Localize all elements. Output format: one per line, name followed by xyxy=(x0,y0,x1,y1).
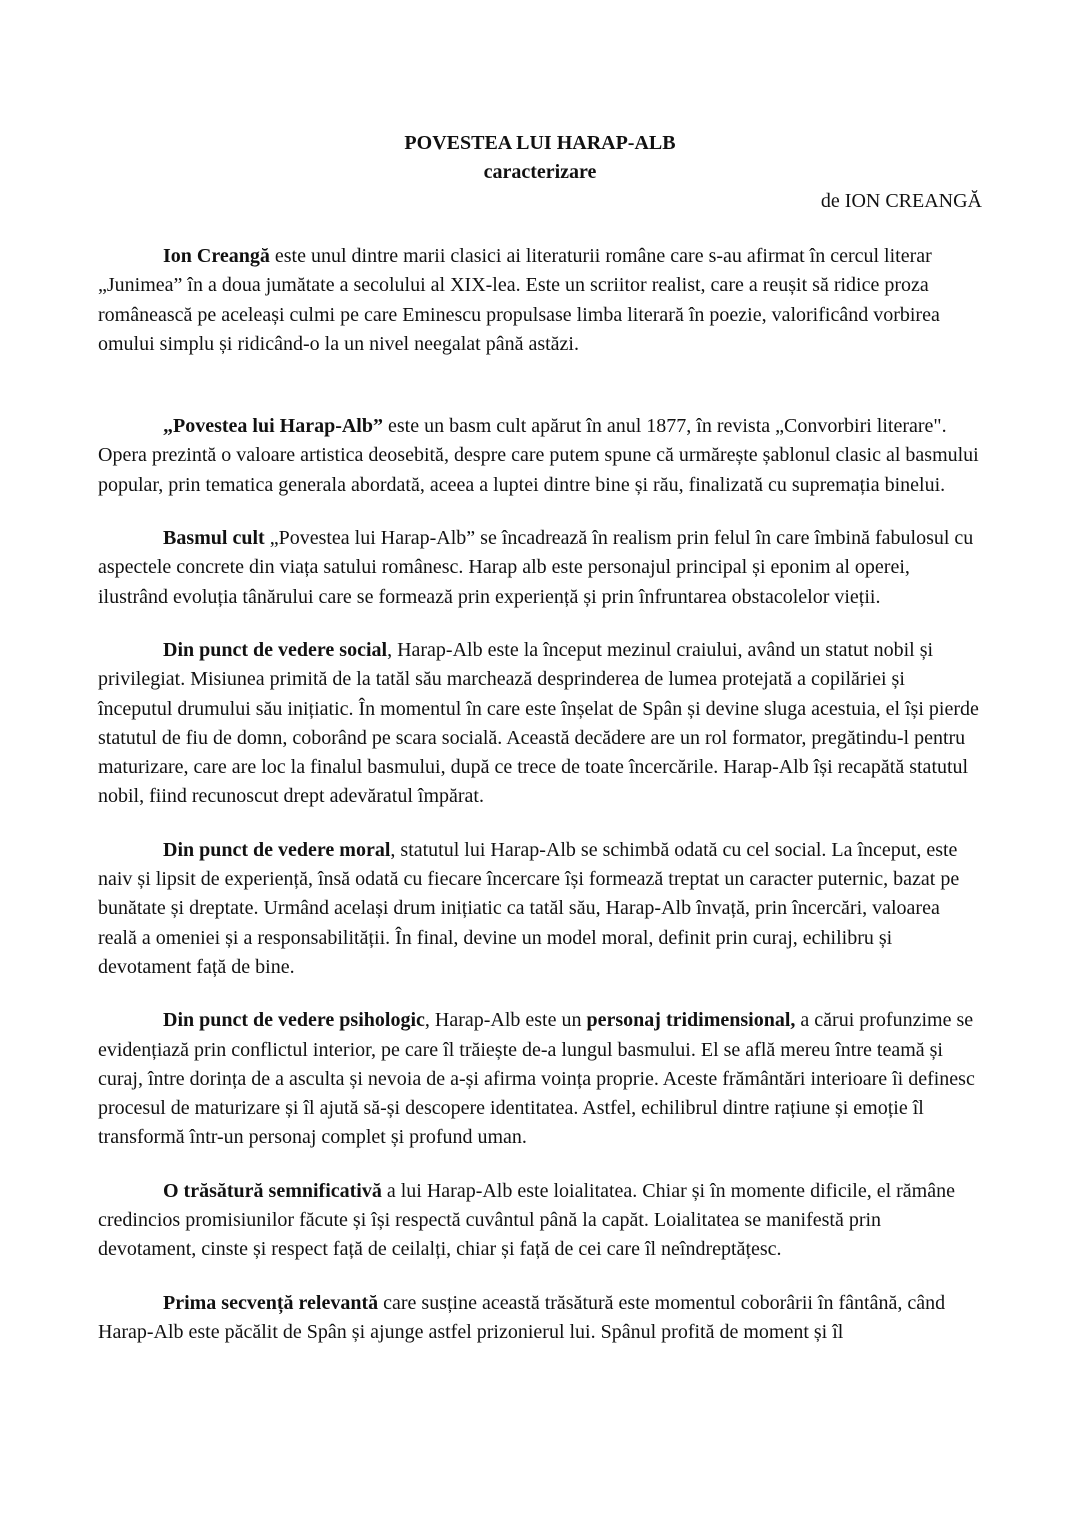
paragraph-lead: „Povestea lui Harap-Alb” xyxy=(163,415,383,438)
paragraph-body: , Harap-Alb este la început mezinul craiului, având un statut nobil și privilegiat. Misiunea primită de la tatăl său marchează desprinderea de lumea protejată a copilăriei și începutul drumului său inițiatic. În momentul în care este înșelat de Spân și devine sluga acestuia, el își pierde statutul de fiu de domn, coborând pe scara socială. Această decădere are un rol formator, pregătindu-l pentru maturizare, care are loc la finalul basmului, după ce trece de toate încercările. Harap-Alb își recapătă statutul nobil, fiind recunoscut drept adevăratul împărat. xyxy=(98,638,979,808)
paragraph-lead: Basmul cult xyxy=(163,527,265,550)
paragraph-lead: Din punct de vedere psihologic xyxy=(163,1009,425,1032)
paragraph-psihologic xyxy=(98,1006,982,1152)
paragraph-intro xyxy=(98,242,982,359)
paragraph-emphasis: personaj tridimensional, xyxy=(586,1009,796,1032)
document-title: POVESTEA LUI HARAP-ALB xyxy=(404,132,676,154)
paragraph-lead: O trăsătură semnificativă xyxy=(163,1179,382,1202)
paragraph-body: este un basm cult apărut în anul 1877, în revista „Convorbiri literare". Opera prezintă o valoare artistica deosebită, despre care putem spune că urmărește șablonul clasic al basmului popular, prin tematica generala abordată, aceea a luptei dintre bine și rău, finalizată cu supremația binelui. xyxy=(98,415,979,496)
paragraph-lead: Din punct de vedere moral xyxy=(163,838,391,861)
paragraph-secventa xyxy=(98,1289,982,1348)
paragraph-body: „Povestea lui Harap-Alb” se încadrează în realism prin felul în care îmbină fabulosul cu aspectele concrete din viața satului românesc. Harap alb este personajul principal și eponim al operei, ilustrând evoluția tânărului care se formează prin experiență și prin înfruntarea obstacolelor vieții. xyxy=(98,527,974,608)
paragraph-opera xyxy=(98,412,982,500)
paragraph-moral xyxy=(98,836,982,982)
document-author: de ION CREANGĂ xyxy=(820,190,982,212)
paragraph-body: a lui Harap-Alb este loialitatea. Chiar și în momente dificile, el rămâne credincios promisiunilor făcute și își respectă cuvântul până la capăt. Loialitatea se manifestă prin devotament, cinste și respect față de ceilalți, chiar și față de cei care îl neîndreptățesc. xyxy=(98,1179,955,1261)
paragraph-body: , statutul lui Harap-Alb se schimbă odată cu cel social. La început, este naiv și lipsit de experiență, însă odată cu fiecare încercare își formează treptat un caracter puternic, bazat pe bunătate și dreptate. Urmând același drum inițiatic ca tatăl său, Harap-Alb învață, prin încercări, valoarea reală a omeniei și a responsabilității. În final, devine un model moral, definit prin curaj, echilibru și devotament față de bine. xyxy=(98,838,960,978)
paragraph-body-continued: a cărui profunzime se evidențiază prin conflictul interior, pe care îl trăiește de-a lungul basmului. El se află mereu între teamă și curaj, între dorința de a asculta și nevoia de a-și afirma voința proprie. Aceste frământări interioare îi definesc procesul de maturizare și îl ajută să-și descopere identitatea. Astfel, echilibrul dintre rațiune și emoție îl transformă într-un personaj complet și profund uman. xyxy=(98,1009,975,1149)
paragraph-lead: Ion Creangă xyxy=(163,245,270,267)
paragraph-basm-cult xyxy=(98,524,982,612)
paragraph-social xyxy=(98,636,982,812)
document-subtitle: caracterizare xyxy=(483,161,597,183)
paragraph-body: este unul dintre marii clasici ai literaturii române care s-au afirmat în cercul literar „Junimea” în a doua jumătate a secolului al XIX-lea. Este un scriitor realist, care a reușit să ridice proza românească pe aceleași culmi pe care Eminescu propulsase limba literară în poezie, valorificând vorbirea omului simplu și ridicând-o la un nivel neegalat până astăzi. xyxy=(98,245,940,355)
paragraph-body: care susține această trăsătură este momentul coborârii în fântână, când Harap-Alb este păcălit de Spân și ajunge astfel prizonierul lui. Spânul profită de moment și îl xyxy=(98,1291,946,1343)
paragraph-trasatura xyxy=(98,1177,982,1265)
paragraph-body: , Harap-Alb este un xyxy=(424,1009,587,1032)
paragraph-lead: Prima secvență relevantă xyxy=(163,1291,379,1314)
document-page xyxy=(98,128,982,1347)
paragraph-lead: Din punct de vedere social xyxy=(163,638,388,661)
